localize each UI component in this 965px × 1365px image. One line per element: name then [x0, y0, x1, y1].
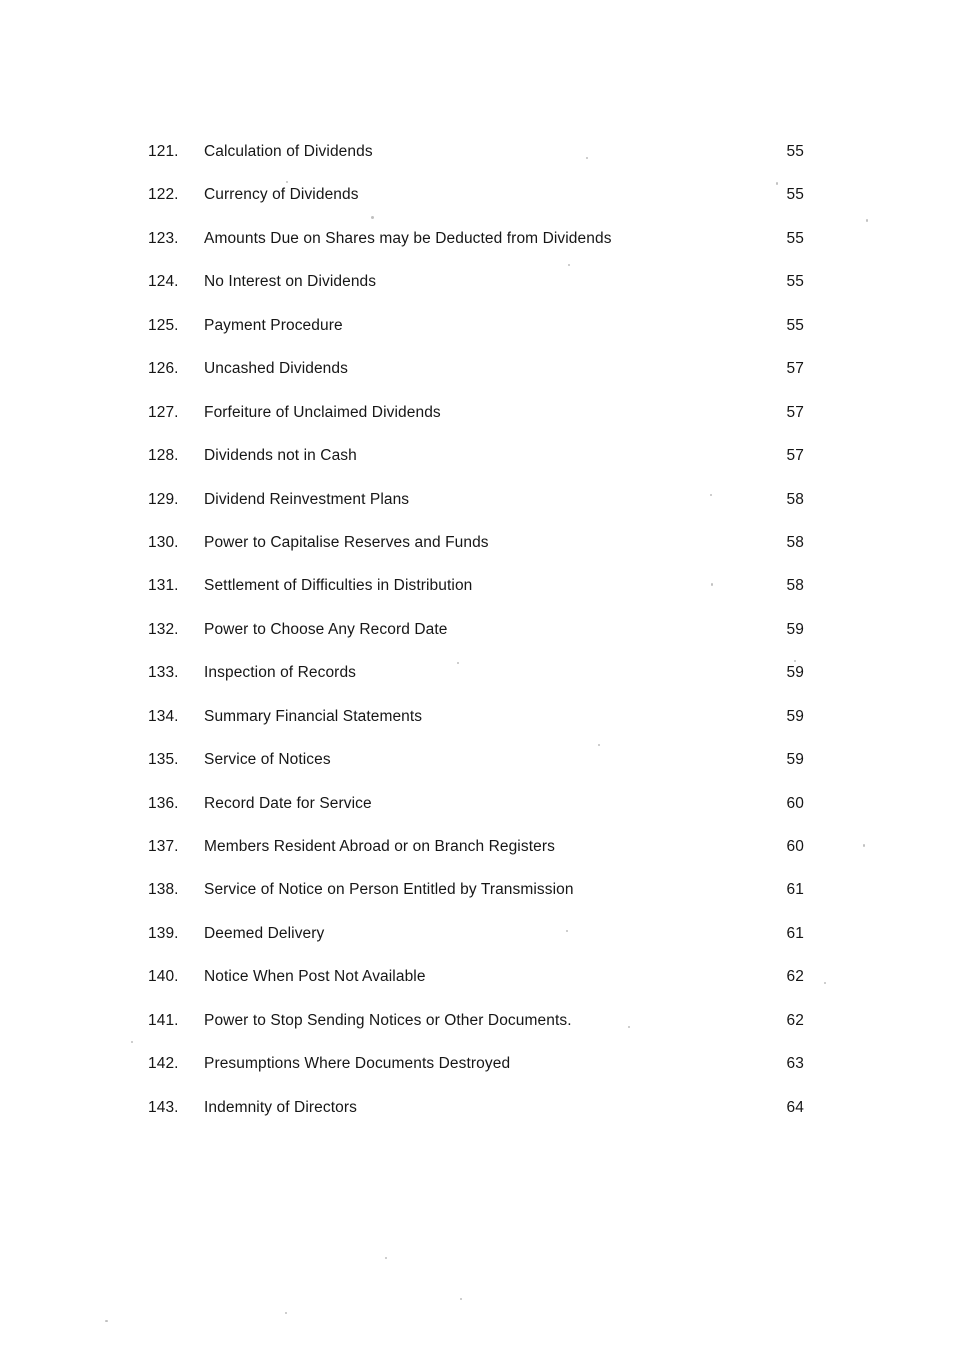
toc-item-page: 59 [786, 620, 804, 638]
toc-item-number: 143. [148, 1098, 179, 1116]
toc-item-number: 126. [148, 360, 179, 378]
toc-item-page: 59 [786, 751, 804, 769]
scan-speck [710, 494, 712, 496]
toc-row [148, 1012, 804, 1055]
toc-item-page: 60 [786, 838, 804, 855]
toc-row [148, 708, 804, 751]
scan-speck [711, 583, 713, 586]
toc-item-number: 136. [148, 794, 179, 812]
toc-item-title: No Interest on Dividends [204, 273, 377, 291]
toc-item-title: Currency of Dividends [204, 186, 359, 204]
toc-item-page: 61 [786, 881, 804, 899]
toc-item-page: 63 [786, 1055, 804, 1073]
toc-item-page: 58 [786, 577, 804, 595]
toc-row [148, 751, 804, 794]
scan-speck [824, 982, 826, 984]
toc-row [148, 143, 804, 186]
toc-item-number: 131. [148, 577, 179, 595]
toc-item-number: 122. [148, 186, 179, 204]
toc-item-number: 138. [148, 881, 179, 899]
toc-item-page: 64 [786, 1098, 804, 1116]
scan-speck [586, 157, 588, 159]
toc-item-page: 55 [786, 273, 804, 291]
scan-speck [794, 660, 796, 662]
toc-item-title: Summary Financial Statements [204, 707, 423, 725]
toc-row [148, 534, 804, 577]
toc-item-title: Members Resident Abroad or on Branch Registers [204, 838, 555, 855]
toc-row [148, 404, 804, 447]
toc-row [148, 317, 804, 360]
toc-item-title: Power to Choose Any Record Date [204, 620, 448, 638]
toc-item-number: 133. [148, 664, 179, 682]
scan-speck [863, 844, 865, 847]
toc-row [148, 968, 804, 1011]
toc-item-title: Calculation of Dividends [204, 143, 373, 160]
toc-item-page: 58 [786, 533, 804, 551]
toc-item-title: Service of Notice on Person Entitled by Transmission [204, 881, 574, 899]
toc-item-title: Payment Procedure [204, 316, 343, 334]
toc-row [148, 186, 804, 229]
toc-item-number: 139. [148, 924, 179, 942]
toc-item-title: Dividend Reinvestment Plans [204, 490, 410, 508]
toc-row [148, 621, 804, 664]
scan-speck [460, 1298, 462, 1300]
toc-item-number: 123. [148, 229, 179, 247]
toc-item-page: 55 [786, 229, 804, 247]
toc-item-number: 128. [148, 447, 179, 465]
toc-item-number: 137. [148, 838, 179, 855]
toc-row [148, 491, 804, 534]
toc-item-title: Amounts Due on Shares may be Deducted from Dividends [204, 229, 612, 247]
toc-item-page: 55 [786, 186, 804, 204]
scan-speck [371, 216, 374, 219]
toc-item-page: 62 [786, 1011, 804, 1029]
toc-row [148, 360, 804, 403]
toc-item-title: Dividends not in Cash [204, 447, 357, 465]
toc-item-page: 58 [786, 490, 804, 508]
toc-row [148, 925, 804, 968]
toc-row [148, 664, 804, 707]
toc-item-number: 130. [148, 533, 179, 551]
toc-item-page: 59 [786, 707, 804, 725]
toc-item-number: 125. [148, 316, 179, 334]
toc-item-title: Record Date for Service [204, 794, 372, 812]
toc-item-number: 134. [148, 707, 179, 725]
scan-speck [285, 1312, 287, 1314]
toc-item-page: 55 [786, 316, 804, 334]
toc-item-page: 57 [786, 403, 804, 421]
toc-item-number: 132. [148, 620, 179, 638]
toc-item-page: 55 [786, 143, 804, 160]
toc-row [148, 795, 804, 838]
toc-item-page: 59 [786, 664, 804, 682]
toc-row [148, 230, 804, 273]
toc-item-title: Presumptions Where Documents Destroyed [204, 1055, 511, 1073]
toc-row [148, 447, 804, 490]
scan-speck [131, 1041, 133, 1043]
toc-item-title: Inspection of Records [204, 664, 357, 682]
scan-speck [866, 219, 868, 222]
toc-item-title: Service of Notices [204, 751, 331, 769]
toc-item-number: 129. [148, 490, 179, 508]
toc-row [148, 1055, 804, 1098]
toc-item-number: 135. [148, 751, 179, 769]
toc-row [148, 577, 804, 620]
toc-item-title: Indemnity of Directors [204, 1098, 357, 1116]
toc-item-title: Deemed Delivery [204, 924, 325, 942]
toc-item-number: 124. [148, 273, 179, 291]
toc-item-number: 142. [148, 1055, 179, 1073]
scan-speck [628, 1026, 630, 1028]
toc-item-number: 127. [148, 403, 179, 421]
toc-item-page: 57 [786, 360, 804, 378]
scan-speck [776, 182, 778, 185]
scan-speck [286, 181, 288, 183]
toc-row [148, 838, 804, 881]
scan-speck [457, 662, 459, 664]
scan-speck [598, 744, 600, 746]
toc-row [148, 273, 804, 316]
toc-item-title: Forfeiture of Unclaimed Dividends [204, 403, 441, 421]
scan-speck [385, 1257, 387, 1259]
table-of-contents [148, 143, 804, 1142]
scan-speck [566, 930, 568, 932]
toc-row [148, 881, 804, 924]
toc-item-title: Power to Capitalise Reserves and Funds [204, 533, 489, 551]
toc-item-number: 121. [148, 143, 179, 160]
toc-item-page: 61 [786, 924, 804, 942]
toc-item-number: 141. [148, 1011, 179, 1029]
scan-speck [568, 264, 570, 266]
toc-item-page: 62 [786, 968, 804, 986]
toc-item-title: Settlement of Difficulties in Distribution [204, 577, 473, 595]
toc-item-title: Power to Stop Sending Notices or Other Documents. [204, 1011, 572, 1029]
toc-item-number: 140. [148, 968, 179, 986]
toc-item-title: Uncashed Dividends [204, 360, 348, 378]
scan-speck [105, 1320, 108, 1322]
toc-row [148, 1099, 804, 1142]
toc-item-page: 60 [786, 794, 804, 812]
toc-item-title: Notice When Post Not Available [204, 968, 426, 986]
toc-item-page: 57 [786, 447, 804, 465]
